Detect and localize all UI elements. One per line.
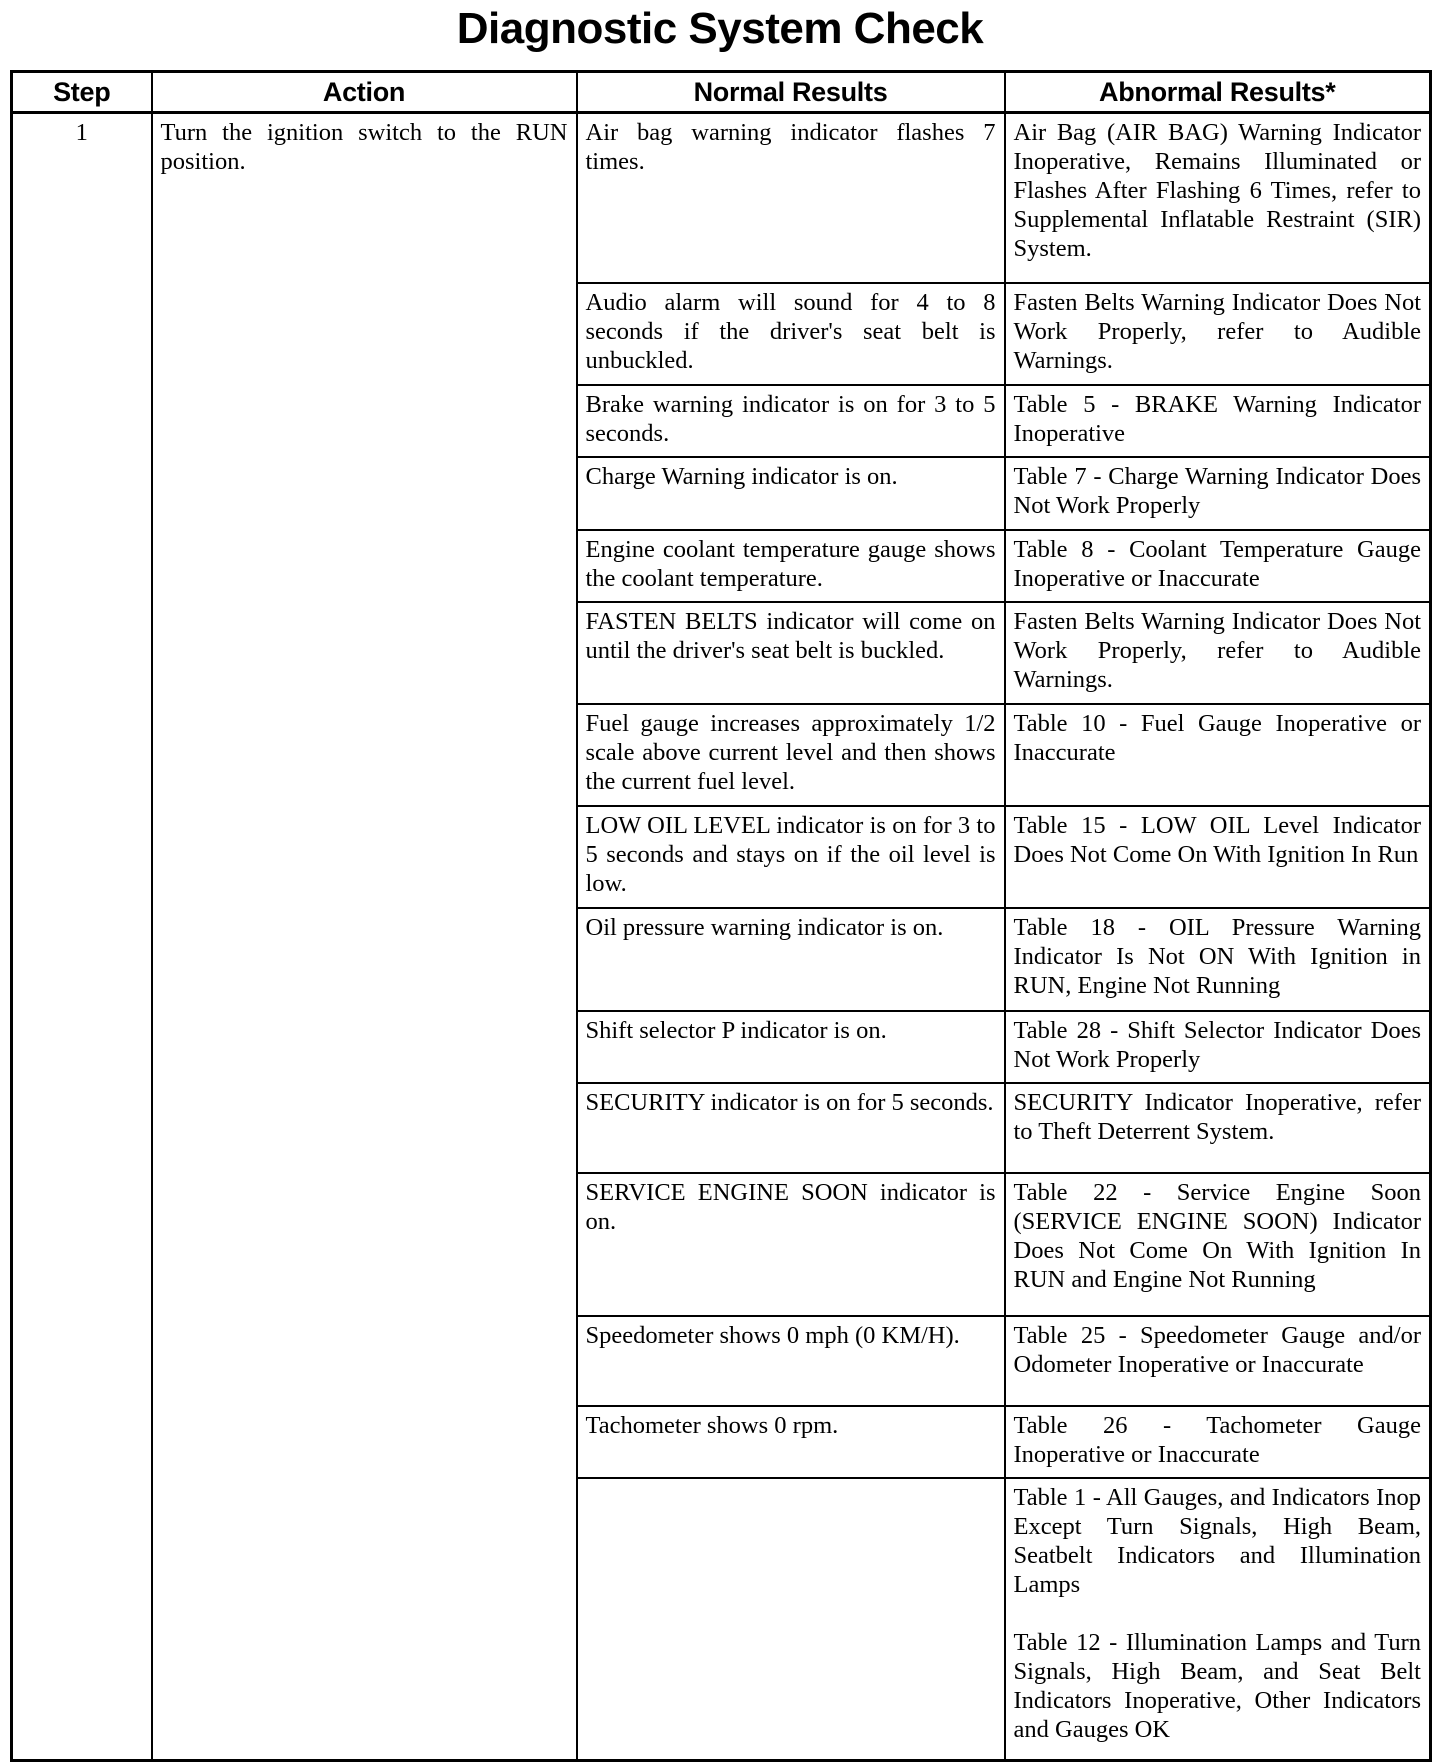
abnormal-result-text: Table 18 - OIL Pressure Warning Indicator Is Not ON With Ignition in RUN, Engine Not Running <box>1013 914 1421 1000</box>
column-header-step: Step <box>12 72 152 113</box>
table-body <box>12 113 1431 1761</box>
abnormal-result-text: Fasten Belts Warning Indicator Does Not Work Properly, refer to Audible Warnings. <box>1013 607 1421 693</box>
normal-result-cell <box>577 704 1005 806</box>
normal-result-text: Shift selector P indicator is on. <box>585 1016 887 1044</box>
table-row <box>12 113 1431 283</box>
abnormal-result-text: Table 10 - Fuel Gauge Inoperative or Inaccurate <box>1013 709 1421 766</box>
normal-result-text: Speedometer shows 0 mph (0 KM/H). <box>585 1322 960 1350</box>
step-action: Turn the ignition switch to the RUN position. <box>152 113 577 1761</box>
abnormal-result-cell <box>1005 113 1431 283</box>
abnormal-result-text: Table 25 - Speedometer Gauge and/or Odometer Inoperative or Inaccurate <box>1013 1322 1421 1379</box>
abnormal-result-text: Table 7 - Charge Warning Indicator Does Not Work Properly <box>1013 463 1421 520</box>
column-header-action: Action <box>152 72 577 113</box>
normal-result-cell <box>577 385 1005 457</box>
table-header-row <box>12 72 1431 113</box>
abnormal-result-text: Table 5 - BRAKE Warning Indicator Inoperative <box>1013 391 1421 447</box>
normal-result-text: Engine coolant temperature gauge shows the coolant temperature. <box>585 535 996 592</box>
normal-result-text: FASTEN BELTS indicator will come on until the driver's seat belt is buckled. <box>585 607 996 664</box>
abnormal-result-cell <box>1005 385 1431 457</box>
step-number: 1 <box>12 113 152 1761</box>
abnormal-result-cell <box>1005 1316 1431 1406</box>
abnormal-result-cell <box>1005 908 1431 1010</box>
normal-result-text: Audio alarm will sound for 4 to 8 seconds if the driver's seat belt is unbuckled. <box>585 288 996 374</box>
normal-result-text: Brake warning indicator is on for 3 to 5 seconds. <box>585 391 996 447</box>
abnormal-result-cell <box>1005 1083 1431 1173</box>
normal-result-cell <box>577 806 1005 908</box>
page-title: Diagnostic System Check <box>456 4 984 53</box>
normal-result-text: Oil pressure warning indicator is on. <box>585 914 944 942</box>
abnormal-result-cell <box>1005 530 1431 602</box>
normal-result-text: Tachometer shows 0 rpm. <box>585 1411 839 1439</box>
normal-result-text: Charge Warning indicator is on. <box>585 463 898 491</box>
normal-result-cell <box>577 283 1005 385</box>
normal-result-cell <box>577 457 1005 529</box>
abnormal-result-cell <box>1005 1011 1431 1083</box>
abnormal-result-cell <box>1005 1173 1431 1316</box>
normal-result-cell <box>577 530 1005 602</box>
abnormal-result-text: Table 26 - Tachometer Gauge Inoperative or Inaccurate <box>1013 1411 1421 1468</box>
abnormal-result-text: Fasten Belts Warning Indicator Does Not Work Properly, refer to Audible Warnings. <box>1013 288 1421 374</box>
abnormal-result-text: Table 22 - Service Engine Soon (SERVICE ENGINE SOON) Indicator Does Not Come On With Ignition In RUN and Engine Not Running <box>1013 1178 1421 1293</box>
normal-result-cell <box>577 113 1005 283</box>
abnormal-result-cell <box>1005 457 1431 529</box>
normal-result-cell <box>577 1011 1005 1083</box>
abnormal-result-cell <box>1005 704 1431 806</box>
abnormal-result-cell <box>1005 602 1431 704</box>
abnormal-result-text: SECURITY Indicator Inoperative, refer to Theft Deterrent System. <box>1013 1088 1421 1145</box>
normal-result-cell <box>577 602 1005 704</box>
abnormal-result-cell <box>1005 806 1431 908</box>
diagnostic-table <box>10 70 1432 1762</box>
normal-result-text: LOW OIL LEVEL indicator is on for 3 to 5 seconds and stays on if the oil level is low. <box>585 812 996 898</box>
abnormal-result-text: Air Bag (AIR BAG) Warning Indicator Inoperative, Remains Illuminated or Flashes After Flashing 6 Times, refer to Supplemental Inflatable Restraint (SIR) System. <box>1013 119 1421 262</box>
abnormal-result-text: Table 1 - All Gauges, and Indicators Inop Except Turn Signals, High Beam, Seatbelt Indicators and Illumination Lamps <box>1013 1484 1421 1599</box>
abnormal-result-text: Table 28 - Shift Selector Indicator Does Not Work Properly <box>1013 1016 1421 1073</box>
normal-result-cell <box>577 1083 1005 1173</box>
normal-result-text: Air bag warning indicator flashes 7 times. <box>585 119 996 175</box>
normal-result-cell <box>577 1478 1005 1760</box>
normal-result-text: SERVICE ENGINE SOON indicator is on. <box>585 1178 996 1235</box>
abnormal-result-cell <box>1005 283 1431 385</box>
normal-result-cell <box>577 1406 1005 1478</box>
normal-result-text: SECURITY indicator is on for 5 seconds. <box>585 1088 994 1116</box>
column-header-normal-results: Normal Results <box>577 72 1005 113</box>
normal-result-cell <box>577 1316 1005 1406</box>
abnormal-result-text: Table 12 - Illumination Lamps and Turn Signals, High Beam, and Seat Belt Indicators Inoperative, Other Indicators and Gauges OK <box>1013 1629 1421 1744</box>
abnormal-result-cell <box>1005 1478 1431 1760</box>
paragraph-gap <box>1014 1599 1422 1628</box>
normal-result-text: Fuel gauge increases approximately 1/2 scale above current level and then shows the current fuel level. <box>585 709 996 795</box>
normal-result-cell <box>577 1173 1005 1316</box>
abnormal-result-text: Table 15 - LOW OIL Level Indicator Does Not Come On With Ignition In Run <box>1013 812 1421 869</box>
abnormal-result-cell <box>1005 1406 1431 1478</box>
column-header-abnormal-results: Abnormal Results* <box>1005 72 1431 113</box>
abnormal-result-text: Table 8 - Coolant Temperature Gauge Inoperative or Inaccurate <box>1013 535 1421 592</box>
normal-result-cell <box>577 908 1005 1010</box>
